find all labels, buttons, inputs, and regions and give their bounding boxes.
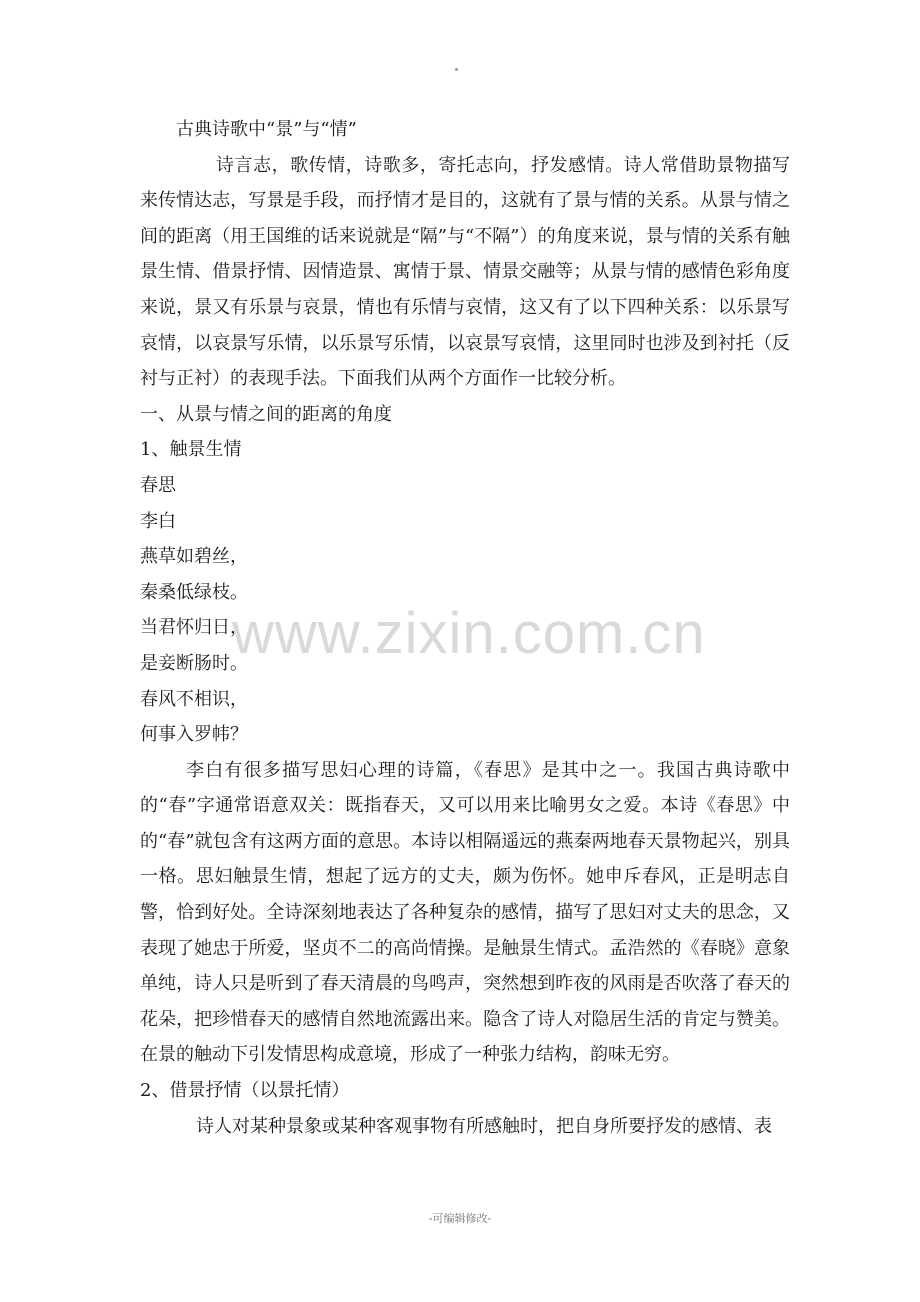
section-heading: 一、从景与情之间的距离的角度 bbox=[140, 403, 392, 425]
poem-line: 春风不相识， bbox=[140, 688, 248, 710]
poem-title: 春思 bbox=[140, 474, 176, 496]
analysis-text: 李白有很多描写思妇心理的诗篇，《春思》是其中之一。我国古典诗歌中的“春”字通常语意双关：既指春天，又可以用来比喻男女之爱。本诗《春思》中的“春”就包含有这两方面的意思。本诗以相隔遥远的燕秦两地春天景物起兴，别具一格。思妇触景生情，想起了远方的丈夫，颇为伤怀。她申斥春风，正是明志自警，恰到好处。全诗深刻地表达了各种复杂的感情，描写了思妇对丈夫的思念，又表现了她忠于所爱，坚贞不二的高尚情操。是触景生情式。孟浩然的《春晓》意象单纯，诗人只是听到了春天清晨的鸟鸣声，突然想到昨夜的风雨是否吹落了春天的花朵，把珍惜春天的感情自然地流露出来。隐含了诗人对隐居生活的肯定与赞美。在景的触动下引发情思构成意境，形成了一种张力结构，韵味无穷。 bbox=[140, 759, 790, 1066]
poem-line: 当君怀归日， bbox=[140, 617, 248, 639]
intro-text: 诗言志，歌传情，诗歌多，寄托志向，抒发感情。诗人常借助景物描写来传情达志，写景是手段，而抒情才是目的，这就有了景与情的关系。从景与情之间的距离（用王国维的话来说就是“隔”与“不隔”）的角度来说，景与情的关系有触景生情、借景抒情、因情造景、寓情于景、情景交融等；从景与情的感情色彩角度来说，景又有乐景与哀景，情也有乐情与哀情，这又有了以下四种关系：以乐景写哀情，以哀景写乐情，以乐景写乐情，以哀景写哀情，这里同时也涉及到衬托（反衬与正衬）的表现手法。下面我们从两个方面作一比较分析。 bbox=[140, 154, 790, 390]
sub2-text: 诗人对某种景象或某种客观事物有所感触时，把自身所要抒发的感情、表 bbox=[196, 1115, 772, 1137]
analysis-paragraph bbox=[140, 753, 790, 1073]
document-body bbox=[140, 112, 790, 1144]
sub2-paragraph bbox=[140, 1109, 790, 1145]
subsection-heading: 2、借景抒情（以景托情） bbox=[140, 1080, 350, 1102]
page-dot-mark bbox=[455, 68, 458, 71]
subsection-heading: 1、触景生情 bbox=[140, 439, 242, 461]
intro-paragraph bbox=[140, 148, 790, 397]
poem-line: 燕草如碧丝， bbox=[140, 546, 248, 568]
poem-author: 李白 bbox=[140, 510, 176, 532]
page-footer: -可编辑修改- bbox=[428, 1212, 492, 1225]
poem-line: 秦桑低绿枝。 bbox=[140, 581, 248, 603]
poem-line: 是妾断肠时。 bbox=[140, 652, 248, 674]
document-title: 古典诗歌中“景”与“情” bbox=[176, 119, 357, 140]
watermark: www.zixin.com.cn bbox=[232, 601, 706, 666]
poem-line: 何事入罗帏？ bbox=[140, 724, 248, 746]
